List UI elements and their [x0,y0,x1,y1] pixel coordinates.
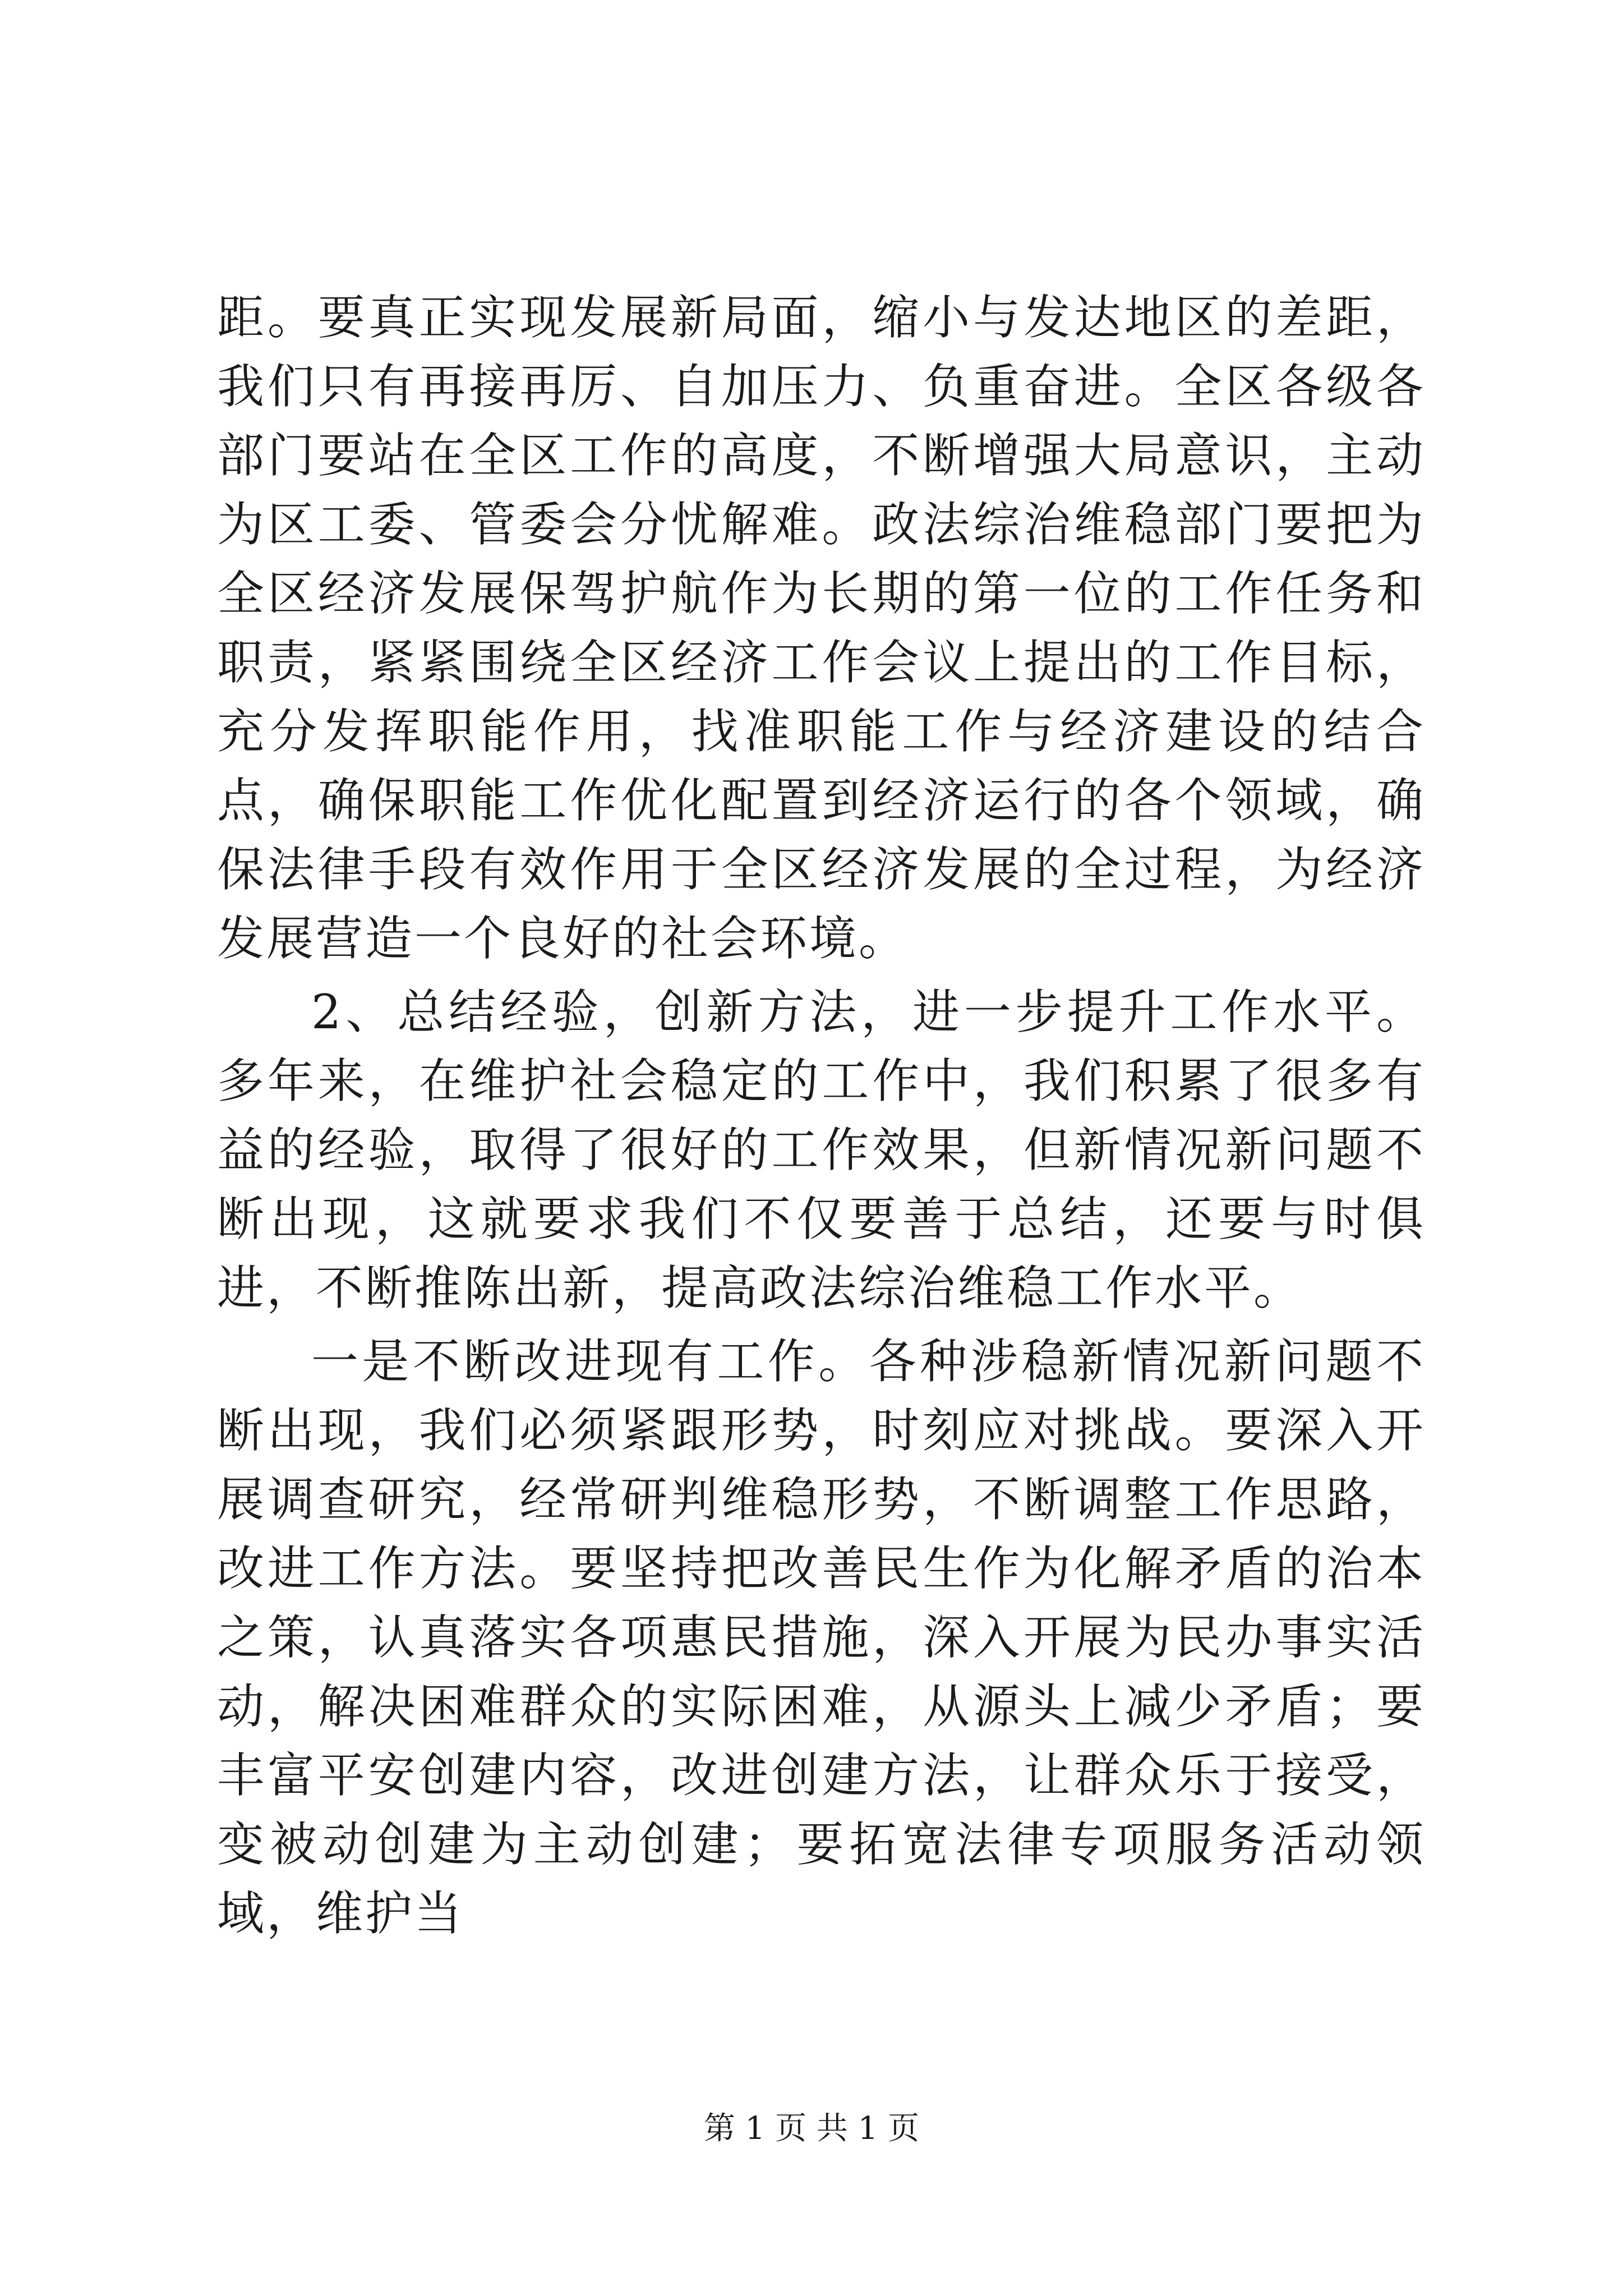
page-footer: 第 1 页 共 1 页 [703,2110,920,2147]
paragraph-continuation: 距。要真正实现发展新局面，缩小与发达地区的差距，我们只有再接再厉、自加压力、负重奋进。全区各级各部门要站在全区工作的高度，不断增强大局意识，主动为区工委、管委会分忧解难。政法综治维稳部门要把为全区经济发展保驾护航作为长期的第一位的工作任务和职责，紧紧围绕全区经济工作会议上提出的工作目标，充分发挥职能作用，找准职能工作与经济建设的结合点，确保职能工作优化配置到经济运行的各个领域，确保法律手段有效作用于全区经济发展的全过程，为经济发展营造一个良好的社会环境。 [217,290,1426,966]
paragraph-summary-experience: 2、总结经验，创新方法，进一步提升工作水平。多年来，在维护社会稳定的工作中，我们积累了很多有益的经验，取得了很好的工作效果，但新情况新问题不断出现，这就要求我们不仅要善于总结，还要与时俱进，不断推陈出新，提高政法综治维稳工作水平。 [217,984,1426,1315]
document-body [217,283,1426,1948]
paragraph-improve-work: 一是不断改进现有工作。各种涉稳新情况新问题不断出现，我们必须紧跟形势，时刻应对挑战。要深入开展调查研究，经常研判维稳形势，不断调整工作思路，改进工作方法。要坚持把改善民生作为化解矛盾的治本之策，认真落实各项惠民措施，深入开展为民办事实活动，解决困难群众的实际困难，从源头上减少矛盾；要丰富平安创建内容，改进创建方法，让群众乐于接受，变被动创建为主动创建；要拓宽法律专项服务活动领域，维护当 [217,1334,1426,1941]
